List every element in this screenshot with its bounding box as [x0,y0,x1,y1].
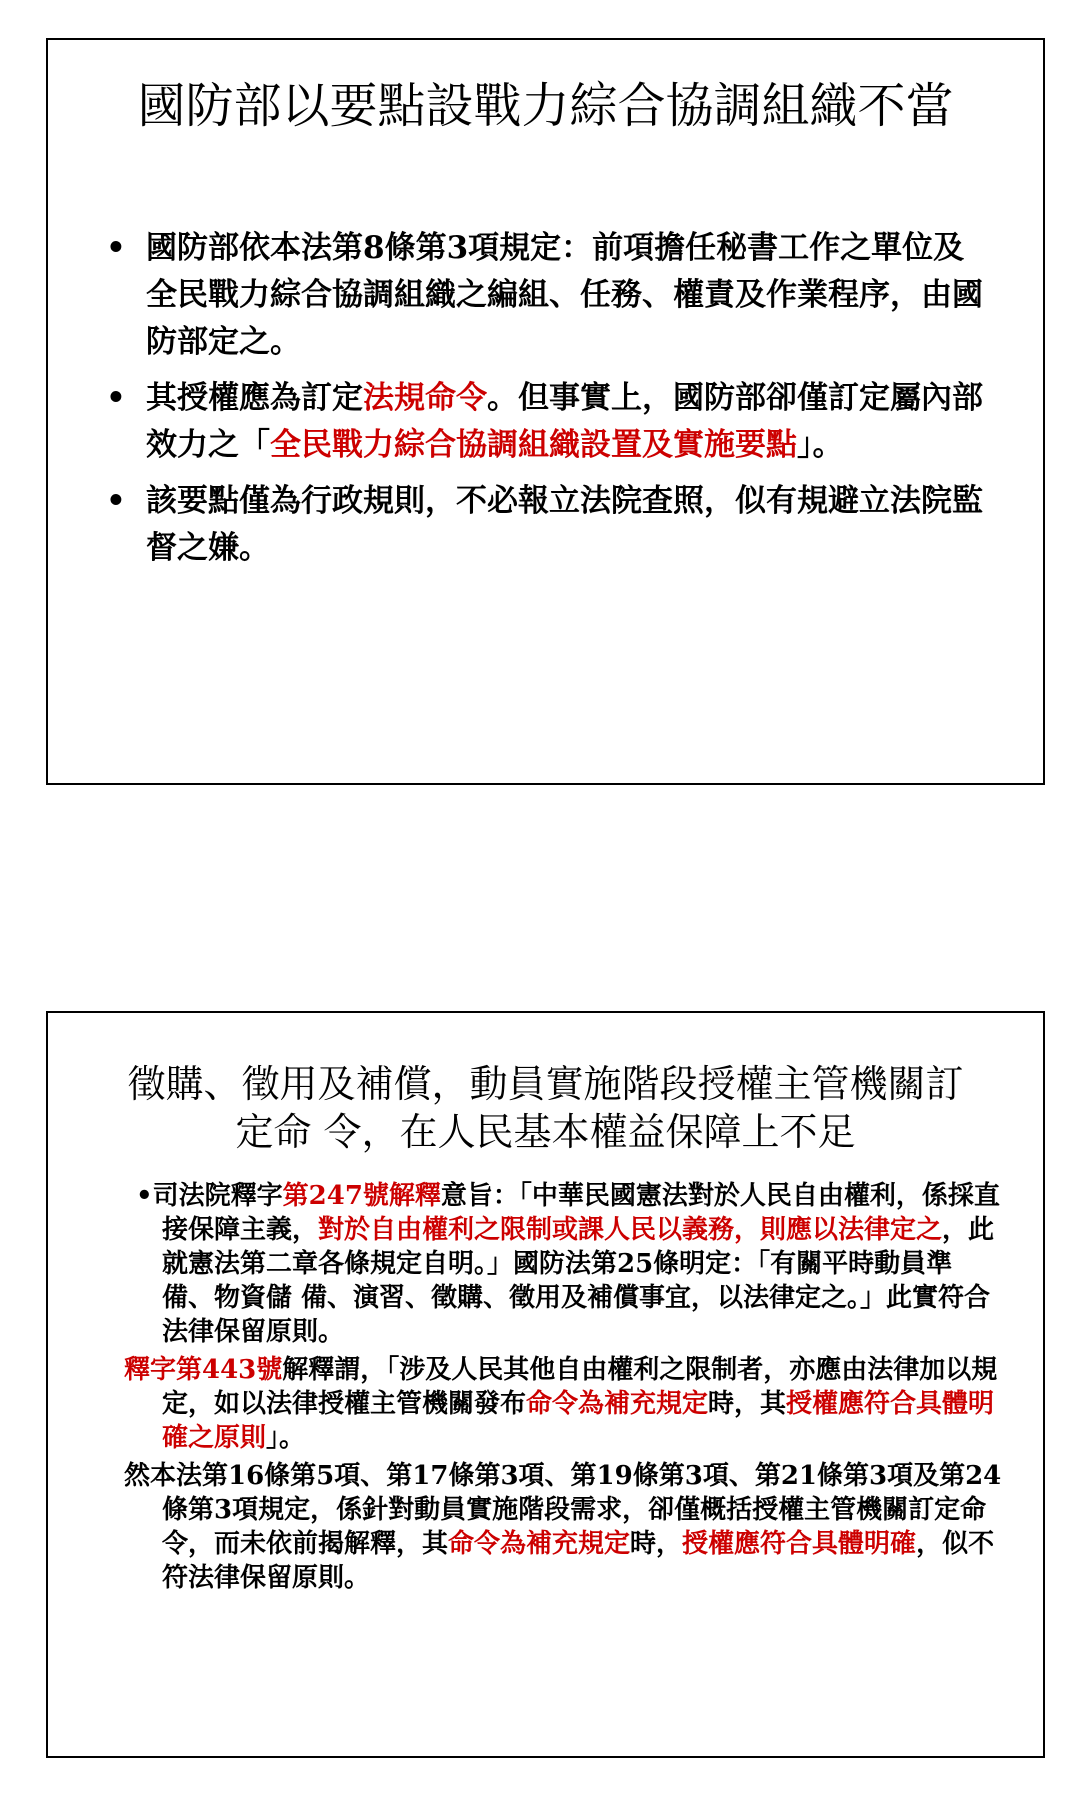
slide-1-bullet-list [106,225,986,581]
body-text: 其授權應為訂定 [146,380,363,416]
slide-1 [46,38,1045,785]
emphasized-text: 全民戰力綜合協調組織設置及實施要點 [270,427,797,463]
body-text: 國防部依本法第8條第3項規定：前項擔任秘書工作之單位及全民戰力綜合協調組織之編組、任務、權責及作業程序，由國防部定之。 [146,230,983,360]
slide-2-title [88,1060,1003,1156]
body-text: 」。 [797,427,844,463]
emphasized-text: 第247號解釋 [282,1181,441,1211]
paragraph [124,1179,1004,1349]
emphasized-text: 釋字第443號 [124,1355,283,1385]
bullet-icon: • [106,483,126,519]
body-text: 解釋謂，「涉及人民其他自由權利之限制者，亦應由法律加以規定，如以法律授權主管機關發布 [162,1355,998,1419]
slide-2 [46,1011,1045,1758]
body-text: 然本法第16條第5項、第17條第3項、第19條第3項、第21條第3項及第24條第3項規定，係針對動員實施階段需求，卻僅概括授權主管機關訂定命令，而未依前揭解釋，其 [124,1461,1002,1559]
slide-1-title: 國防部以要點設戰力綜合協調組織不當 [137,78,954,134]
body-text: 」。 [266,1423,306,1453]
body-text: 時，其 [708,1389,787,1419]
body-text: 時， [630,1529,683,1559]
emphasized-text: 命令為補充規定 [526,1389,709,1419]
bullet-icon: • [136,1181,153,1211]
body-text: 意旨：「中華民國憲法對於人民自由權利，係採直接保障主義， [162,1181,1000,1245]
body-text: 司法院釋字 [152,1181,283,1211]
bullet-item [106,478,986,572]
slide-2-title-line-1: 徵購、徵用及補償，動員實施階段授權主管機關訂 [127,1062,964,1106]
slide-2-body [124,1179,1004,1599]
body-text: ，似不符法律保留原則。 [162,1529,995,1593]
emphasized-text: 對於自由權利之限制或課人民以義務，則應以法律定之 [318,1215,943,1245]
bullet-icon: • [106,230,126,266]
bullet-icon: • [106,380,126,416]
body-text: ，此就憲法第二章各條規定自明。」國防法第25條明定：「有關平時動員準備、物資儲 備、演習、徵購、徵用及補償事宜，以法律定之。」此實符合法律保留原則。 [162,1215,995,1347]
bullet-item [106,375,986,469]
body-text: 該要點僅為行政規則，不必報立法院查照，似有規避立法院監督之嫌。 [146,483,983,566]
emphasized-text: 授權應符合具體明確 [682,1529,917,1559]
emphasized-text: 法規命令 [363,380,487,416]
slide-2-title-line-2: 定命 令，在人民基本權益保障上不足 [235,1110,856,1154]
paragraph [124,1459,1004,1595]
emphasized-text: 授權應符合具體明確之原則 [162,1389,995,1453]
body-text: 。但事實上，國防部卻僅訂定屬內部效力之「 [146,380,983,463]
emphasized-text: 命令為補充規定 [448,1529,631,1559]
paragraph [124,1353,1004,1455]
bullet-item [106,225,986,366]
